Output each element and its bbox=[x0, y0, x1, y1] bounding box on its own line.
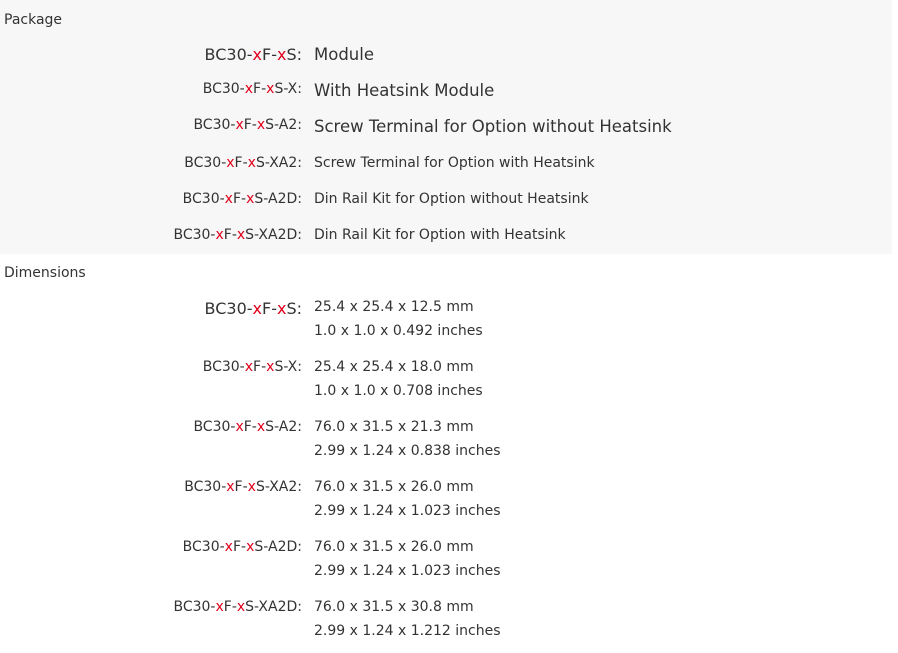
model-code: BC30-xF-xS-X: bbox=[202, 359, 302, 375]
package-value: Screw Terminal for Option without Heatsink bbox=[314, 117, 672, 136]
model-code: BC30-xF-xS-XA2D: bbox=[173, 599, 302, 615]
package-section bbox=[0, 0, 892, 254]
package-title: Package bbox=[4, 12, 63, 28]
package-value: With Heatsink Module bbox=[314, 81, 495, 100]
dimension-inches: 2.99 x 1.24 x 1.023 inches bbox=[314, 503, 501, 519]
model-code: BC30-xF-xS-A2: bbox=[193, 419, 302, 435]
dimension-inches: 2.99 x 1.24 x 1.023 inches bbox=[314, 563, 501, 579]
model-code: BC30-xF-xS-XA2D: bbox=[173, 227, 302, 243]
dimensions-section bbox=[0, 254, 892, 653]
model-code: BC30-xF-xS-A2D: bbox=[182, 191, 302, 207]
model-code: BC30-xF-xS-A2: bbox=[193, 117, 302, 133]
dimension-mm: 76.0 x 31.5 x 26.0 mm bbox=[314, 539, 474, 555]
dimension-mm: 76.0 x 31.5 x 26.0 mm bbox=[314, 479, 474, 495]
dimension-mm: 76.0 x 31.5 x 30.8 mm bbox=[314, 599, 474, 615]
dimension-inches: 1.0 x 1.0 x 0.492 inches bbox=[314, 323, 483, 339]
dimension-inches: 2.99 x 1.24 x 0.838 inches bbox=[314, 443, 501, 459]
model-code: BC30-xF-xS-A2D: bbox=[182, 539, 302, 555]
model-code: BC30-xF-xS-X: bbox=[202, 81, 302, 97]
package-value: Module bbox=[314, 45, 374, 64]
package-value: Screw Terminal for Option with Heatsink bbox=[314, 155, 595, 171]
dimensions-title: Dimensions bbox=[4, 265, 86, 281]
model-code: BC30-xF-xS-XA2: bbox=[184, 155, 302, 171]
model-code: BC30-xF-xS: bbox=[204, 299, 302, 318]
dimension-mm: 25.4 x 25.4 x 12.5 mm bbox=[314, 299, 474, 315]
package-value: Din Rail Kit for Option without Heatsink bbox=[314, 191, 589, 207]
package-value: Din Rail Kit for Option with Heatsink bbox=[314, 227, 566, 243]
model-code: BC30-xF-xS-XA2: bbox=[184, 479, 302, 495]
dimension-inches: 2.99 x 1.24 x 1.212 inches bbox=[314, 623, 501, 639]
dimension-mm: 76.0 x 31.5 x 21.3 mm bbox=[314, 419, 474, 435]
dimension-inches: 1.0 x 1.0 x 0.708 inches bbox=[314, 383, 483, 399]
model-code: BC30-xF-xS: bbox=[204, 45, 302, 64]
dimension-mm: 25.4 x 25.4 x 18.0 mm bbox=[314, 359, 474, 375]
